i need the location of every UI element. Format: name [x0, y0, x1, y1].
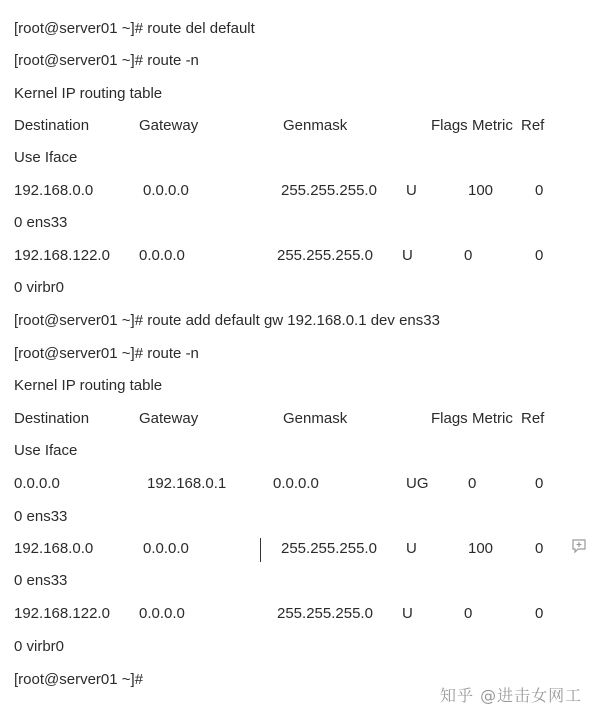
route-gateway: 0.0.0.0: [139, 605, 185, 622]
header-metric: Metric: [472, 410, 513, 427]
header-continuation: Use Iface: [14, 442, 78, 459]
command-line: [root@server01 ~]# route -n: [14, 345, 199, 362]
route-continuation: 0 ens33: [14, 214, 68, 231]
route-gateway: 0.0.0.0: [139, 247, 185, 264]
route-destination: 192.168.122.0: [14, 247, 110, 264]
route-flags: U: [402, 605, 413, 622]
command-line: [root@server01 ~]# route del default: [14, 20, 255, 37]
comment-icon[interactable]: [571, 538, 587, 554]
route-ref: 0: [535, 182, 544, 199]
route-metric: 0: [464, 605, 473, 622]
header-destination: Destination: [14, 117, 90, 134]
route-continuation: 0 virbr0: [14, 279, 65, 296]
header-flags: Flags: [431, 117, 468, 134]
route-ref: 0: [535, 475, 544, 492]
route-flags: U: [406, 182, 417, 199]
shell-prompt: [root@server01 ~]#: [14, 671, 144, 688]
header-destination: Destination: [14, 410, 90, 427]
header-ref: Ref: [521, 410, 545, 427]
command-line: [root@server01 ~]# route -n: [14, 52, 199, 69]
header-genmask: Genmask: [283, 117, 348, 134]
route-destination: 192.168.0.0: [14, 182, 94, 199]
route-gateway: 0.0.0.0: [143, 540, 189, 557]
route-genmask: 255.255.255.0: [281, 182, 377, 199]
route-genmask: 255.255.255.0: [281, 540, 377, 557]
header-ref: Ref: [521, 117, 545, 134]
route-flags: U: [402, 247, 413, 264]
route-continuation: 0 ens33: [14, 508, 68, 525]
command-line: [root@server01 ~]# route add default gw 192.168.0.1 dev ens33: [14, 312, 440, 329]
text-cursor: [260, 538, 261, 562]
route-ref: 0: [535, 247, 544, 264]
header-genmask: Genmask: [283, 410, 348, 427]
route-gateway: 192.168.0.1: [147, 475, 227, 492]
header-gateway: Gateway: [139, 117, 199, 134]
header-metric: Metric: [472, 117, 513, 134]
route-gateway: 0.0.0.0: [143, 182, 189, 199]
route-destination: 192.168.0.0: [14, 540, 94, 557]
kernel-heading: Kernel IP routing table: [14, 377, 163, 394]
route-genmask: 255.255.255.0: [277, 247, 373, 264]
route-ref: 0: [535, 540, 544, 557]
watermark: 知乎 @进击女网工: [440, 686, 583, 705]
kernel-heading: Kernel IP routing table: [14, 85, 163, 102]
route-flags: UG: [406, 475, 429, 492]
route-destination: 192.168.122.0: [14, 605, 110, 622]
route-continuation: 0 ens33: [14, 572, 68, 589]
route-ref: 0: [535, 605, 544, 622]
route-metric: 0: [464, 247, 473, 264]
route-metric: 0: [468, 475, 477, 492]
route-destination: 0.0.0.0: [14, 475, 60, 492]
route-flags: U: [406, 540, 417, 557]
route-metric: 100: [468, 540, 494, 557]
header-gateway: Gateway: [139, 410, 199, 427]
route-genmask: 255.255.255.0: [277, 605, 373, 622]
route-metric: 100: [468, 182, 494, 199]
header-continuation: Use Iface: [14, 149, 78, 166]
route-continuation: 0 virbr0: [14, 638, 65, 655]
header-flags: Flags: [431, 410, 468, 427]
route-genmask: 0.0.0.0: [273, 475, 319, 492]
